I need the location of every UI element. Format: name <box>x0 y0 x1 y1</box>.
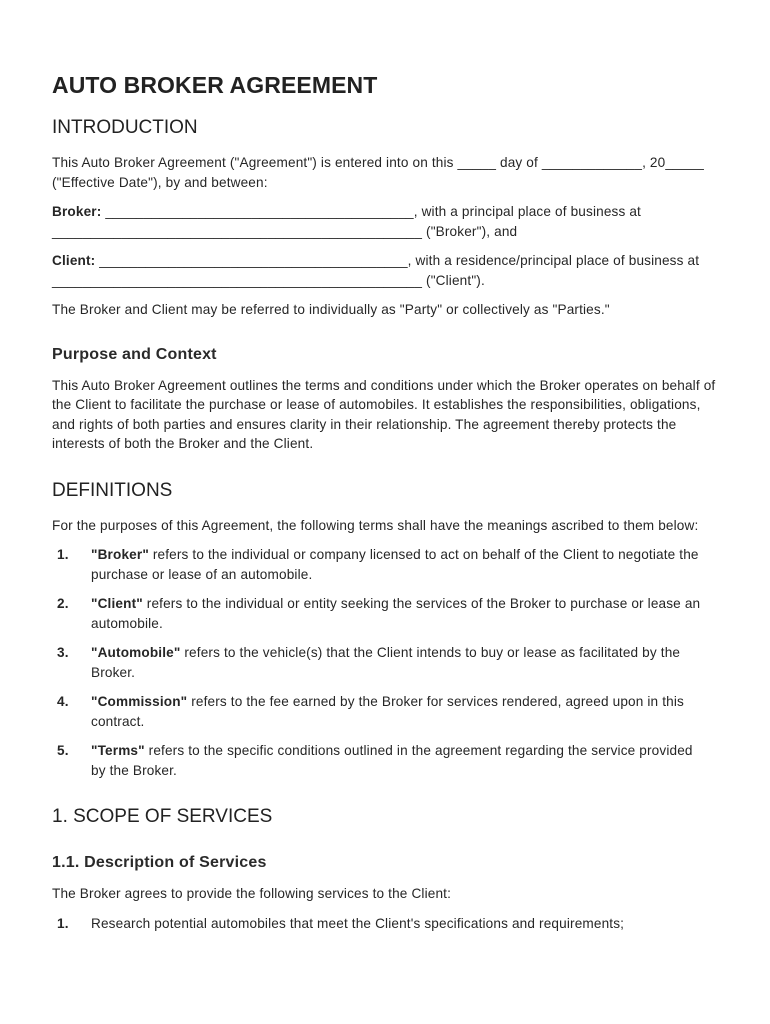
definition-term: "Broker" <box>91 547 149 562</box>
list-item-text <box>91 741 718 780</box>
list-item-text <box>91 594 718 633</box>
list-item <box>52 594 718 633</box>
definitions-list <box>52 545 718 780</box>
definitions-intro: For the purposes of this Agreement, the following terms shall have the meanings ascribed to them below: <box>52 517 699 533</box>
introduction-heading: INTRODUCTION <box>52 117 198 138</box>
services-list <box>52 914 718 934</box>
list-item-number: 4. <box>57 694 69 709</box>
list-item-text <box>91 692 718 731</box>
list-item-number: 1. <box>57 547 69 562</box>
scope-intro: The Broker agrees to provide the following services to the Client: <box>52 886 452 901</box>
list-item-number: 2. <box>57 596 69 611</box>
scope-subheading: 1.1. Description of Services <box>52 854 267 871</box>
list-item <box>52 692 718 731</box>
list-item-number: 5. <box>57 743 69 758</box>
list-item-text: Research potential automobiles that meet the Client's specifications and requirements; <box>91 915 625 931</box>
list-item-number: 3. <box>57 645 69 660</box>
list-item <box>52 741 718 780</box>
purpose-paragraph: This Auto Broker Agreement outlines the terms and conditions under which the Broker operates on behalf of the Client to facilitate the purchase or lease of automobiles. It establishes the responsibilities, obligations, and rights of both parties and ensures clarity in their relationship. The agreement thereby protects the interests of both the Broker and the Client. <box>52 377 716 451</box>
purpose-heading: Purpose and Context <box>52 345 217 363</box>
definition-text: refers to the individual or entity seeking the services of the Broker to purchase or lease an automobile. <box>91 596 701 631</box>
definition-text: refers to the specific conditions outlined in the agreement regarding the service provided by the Broker. <box>91 743 693 778</box>
parties-paragraph: The Broker and Client may be referred to individually as "Party" or collectively as "Parties." <box>52 302 610 317</box>
definition-term: "Terms" <box>91 743 145 758</box>
list-item <box>52 643 718 682</box>
definition-term: "Automobile" <box>91 645 181 660</box>
definition-term: "Commission" <box>91 694 188 709</box>
broker-label: Broker: <box>52 204 102 219</box>
list-item <box>52 545 718 584</box>
introduction-paragraph: This Auto Broker Agreement ("Agreement") is entered into on this _____ day of _____________, 20_____ ("Effective Date"), by and between: <box>52 155 704 190</box>
client-paragraph <box>52 251 718 290</box>
definitions-heading: DEFINITIONS <box>52 479 173 501</box>
client-text: ________________________________________, with a residence/principal place of business at ________________________________________________ ("Client"). <box>52 253 700 288</box>
definition-term: "Client" <box>91 596 143 611</box>
client-label: Client: <box>52 253 96 268</box>
document-title: AUTO BROKER AGREEMENT <box>52 72 378 98</box>
definition-text: refers to the fee earned by the Broker for services rendered, agreed upon in this contract. <box>91 694 684 729</box>
list-item-text <box>91 545 718 584</box>
list-item <box>52 914 718 934</box>
broker-text: ________________________________________, with a principal place of business at ________________________________________________ ("Broker"), and <box>52 204 641 239</box>
broker-paragraph <box>52 202 718 241</box>
scope-heading: 1. SCOPE OF SERVICES <box>52 806 273 827</box>
definition-text: refers to the individual or company licensed to act on behalf of the Client to negotiate the purchase or lease of an automobile. <box>91 547 699 582</box>
list-item-number: 1. <box>57 915 69 931</box>
definition-text: refers to the vehicle(s) that the Client intends to buy or lease as facilitated by the Broker. <box>91 645 681 680</box>
list-item-text <box>91 643 718 682</box>
